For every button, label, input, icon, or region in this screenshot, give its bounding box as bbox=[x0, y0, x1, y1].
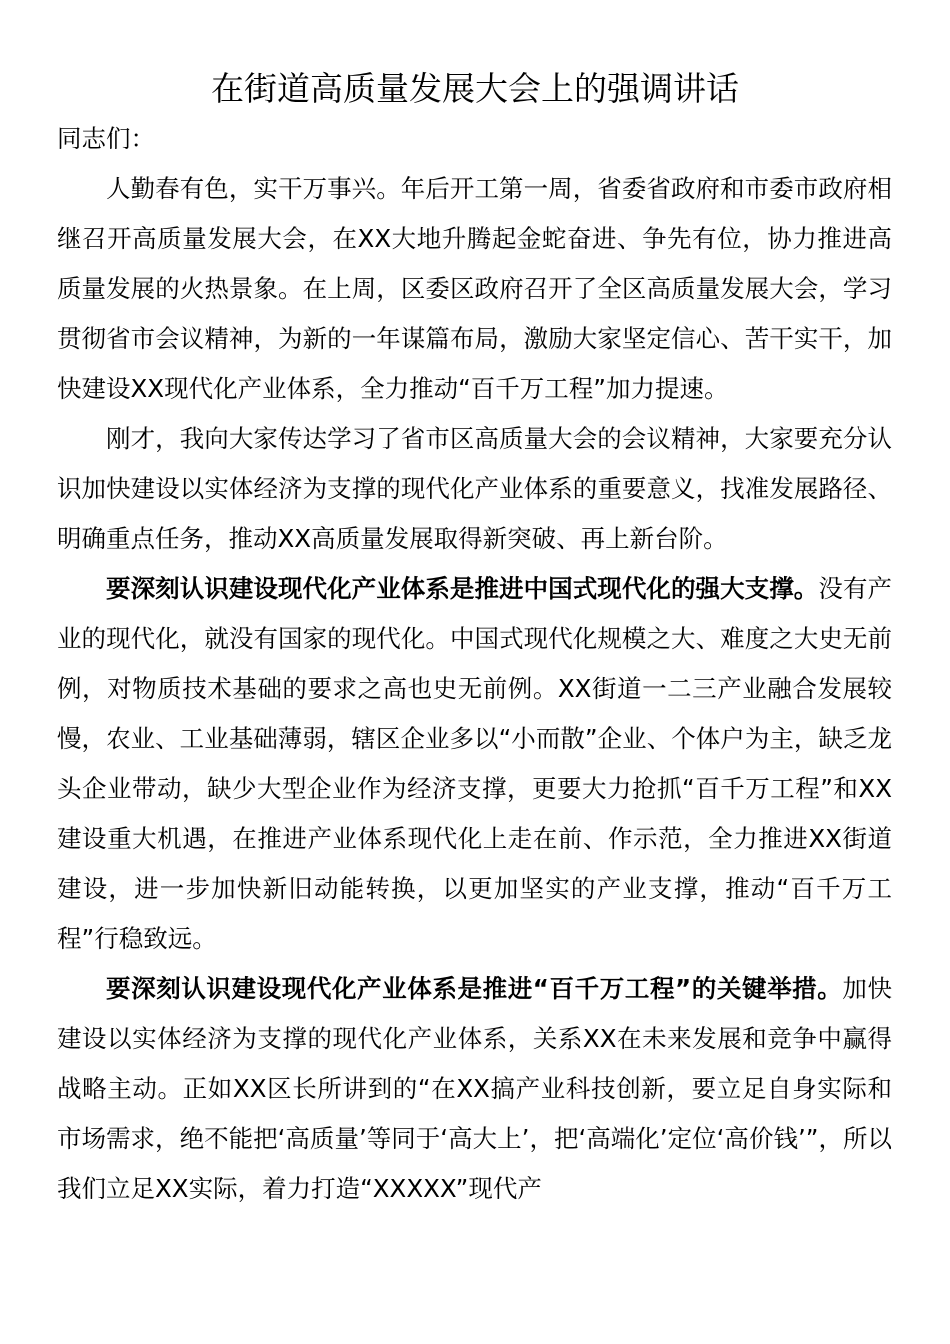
salutation: 同志们： bbox=[57, 124, 155, 153]
paragraph-3-lead: 要深刻认识建设现代化产业体系是推进中国式现代化的强大支撑。 bbox=[106, 574, 819, 603]
paragraph-4-lead: 要深刻认识建设现代化产业体系是推进“百千万工程”的关键举措。 bbox=[106, 974, 843, 1003]
paragraph-1-text: 人勤春有色，实干万事兴。年后开工第一周，省委省政府和市委市政府相继召开高质量发展大会，在XX大地升腾起金蛇奋进、争先有位，协力推进高质量发展的火热景象。在上周，区委区政府召开了全区高质量发展大会，学习贯彻省市会议精神，为新的一年谋篇布局，激励大家坚定信心、苦干实干，加快建设XX现代化产业体系，全力推动“百千万工程”加力提速。 bbox=[57, 174, 892, 403]
paragraph-1 bbox=[57, 164, 892, 414]
paragraph-3-text: 没有产业的现代化，就没有国家的现代化。中国式现代化规模之大、难度之大史无前例，对物质技术基础的要求之高也史无前例。XX街道一二三产业融合发展较慢，农业、工业基础薄弱，辖区企业多以“小而散”企业、个体户为主，缺乏龙头企业带动，缺少大型企业作为经济支撑，更要大力抢抓“百千万工程”和XX建设重大机遇，在推进产业体系现代化上走在前、作示范，全力推进XX街道建设，进一步加快新旧动能转换，以更加坚实的产业支撑，推动“百千万工程”行稳致远。 bbox=[57, 574, 893, 953]
paragraph-3 bbox=[57, 564, 892, 964]
document-body bbox=[57, 114, 892, 1214]
paragraph-2-text: 刚才，我向大家传达学习了省市区高质量大会的会议精神，大家要充分认识加快建设以实体经济为支撑的现代化产业体系的重要意义，找准发展路径、明确重点任务，推动XX高质量发展取得新突破、再上新台阶。 bbox=[57, 424, 892, 553]
paragraph-4-text: 加快建设以实体经济为支撑的现代化产业体系，关系XX在未来发展和竞争中赢得战略主动。正如XX区长所讲到的“在XX搞产业科技创新，要立足自身实际和市场需求，绝不能把‘高质量’等同于‘高大上’，把‘高端化’定位‘高价钱’”，所以我们立足XX实际，着力打造“XXXXX”现代产 bbox=[57, 974, 893, 1203]
paragraph-4 bbox=[57, 964, 892, 1214]
page-title: 在街道高质量发展大会上的强调讲话 bbox=[211, 69, 739, 108]
paragraph-2 bbox=[57, 414, 892, 564]
